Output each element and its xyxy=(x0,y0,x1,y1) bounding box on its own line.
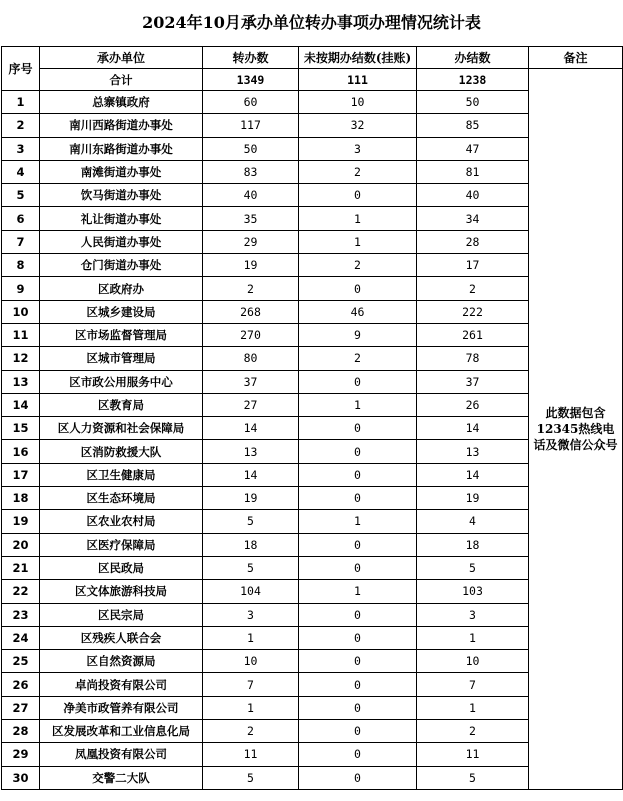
row-overdue: 9 xyxy=(299,323,417,346)
row-transferred: 27 xyxy=(203,393,299,416)
row-transferred: 3 xyxy=(203,603,299,626)
row-unit: 区民政局 xyxy=(40,556,203,579)
row-unit: 净美市政管养有限公司 xyxy=(40,696,203,719)
row-seq: 15 xyxy=(2,417,40,440)
row-completed: 103 xyxy=(417,580,529,603)
row-transferred: 5 xyxy=(203,556,299,579)
row-completed: 37 xyxy=(417,370,529,393)
row-completed: 19 xyxy=(417,487,529,510)
row-overdue: 0 xyxy=(299,277,417,300)
row-completed: 34 xyxy=(417,207,529,230)
row-transferred: 13 xyxy=(203,440,299,463)
row-seq: 16 xyxy=(2,440,40,463)
total-completed: 1238 xyxy=(417,69,529,91)
header-completed: 办结数 xyxy=(417,47,529,69)
page-title: 2024年10月承办单位转办事项办理情况统计表 xyxy=(142,13,481,32)
row-transferred: 14 xyxy=(203,463,299,486)
row-unit: 人民街道办事处 xyxy=(40,230,203,253)
row-unit: 区教育局 xyxy=(40,393,203,416)
row-completed: 85 xyxy=(417,114,529,137)
row-unit: 区城乡建设局 xyxy=(40,300,203,323)
row-seq: 30 xyxy=(2,766,40,789)
row-overdue: 1 xyxy=(299,510,417,533)
row-completed: 17 xyxy=(417,254,529,277)
row-unit: 总寨镇政府 xyxy=(40,91,203,114)
row-completed: 11 xyxy=(417,743,529,766)
row-transferred: 268 xyxy=(203,300,299,323)
row-overdue: 0 xyxy=(299,184,417,207)
row-transferred: 60 xyxy=(203,91,299,114)
row-seq: 14 xyxy=(2,393,40,416)
row-seq: 11 xyxy=(2,323,40,346)
row-completed: 28 xyxy=(417,230,529,253)
row-completed: 81 xyxy=(417,160,529,183)
row-unit: 区人力资源和社会保障局 xyxy=(40,417,203,440)
row-unit: 区民宗局 xyxy=(40,603,203,626)
row-seq: 26 xyxy=(2,673,40,696)
header-overdue: 未按期办结数(挂账) xyxy=(299,47,417,69)
row-overdue: 0 xyxy=(299,673,417,696)
row-transferred: 10 xyxy=(203,650,299,673)
row-completed: 50 xyxy=(417,91,529,114)
row-completed: 2 xyxy=(417,720,529,743)
row-overdue: 2 xyxy=(299,254,417,277)
row-seq: 3 xyxy=(2,137,40,160)
row-seq: 12 xyxy=(2,347,40,370)
row-overdue: 0 xyxy=(299,370,417,393)
row-completed: 78 xyxy=(417,347,529,370)
row-completed: 40 xyxy=(417,184,529,207)
row-unit: 区自然资源局 xyxy=(40,650,203,673)
row-completed: 47 xyxy=(417,137,529,160)
row-unit: 区残疾人联合会 xyxy=(40,626,203,649)
row-transferred: 37 xyxy=(203,370,299,393)
row-completed: 2 xyxy=(417,277,529,300)
header-seq: 序号 xyxy=(2,47,40,91)
row-overdue: 0 xyxy=(299,533,417,556)
row-seq: 2 xyxy=(2,114,40,137)
row-unit: 南川东路街道办事处 xyxy=(40,137,203,160)
row-completed: 13 xyxy=(417,440,529,463)
row-unit: 区生态环境局 xyxy=(40,487,203,510)
row-transferred: 14 xyxy=(203,417,299,440)
row-unit: 区卫生健康局 xyxy=(40,463,203,486)
header-transferred: 转办数 xyxy=(203,47,299,69)
row-overdue: 1 xyxy=(299,230,417,253)
row-overdue: 0 xyxy=(299,556,417,579)
row-seq: 1 xyxy=(2,91,40,114)
row-overdue: 0 xyxy=(299,417,417,440)
row-overdue: 0 xyxy=(299,626,417,649)
row-seq: 4 xyxy=(2,160,40,183)
row-unit: 区农业农村局 xyxy=(40,510,203,533)
row-unit: 凤凰投资有限公司 xyxy=(40,743,203,766)
row-seq: 13 xyxy=(2,370,40,393)
row-overdue: 0 xyxy=(299,650,417,673)
row-completed: 4 xyxy=(417,510,529,533)
row-overdue: 0 xyxy=(299,743,417,766)
row-completed: 14 xyxy=(417,417,529,440)
row-unit: 南滩街道办事处 xyxy=(40,160,203,183)
row-transferred: 50 xyxy=(203,137,299,160)
row-overdue: 32 xyxy=(299,114,417,137)
row-transferred: 1 xyxy=(203,626,299,649)
row-overdue: 0 xyxy=(299,440,417,463)
row-seq: 6 xyxy=(2,207,40,230)
row-seq: 20 xyxy=(2,533,40,556)
row-seq: 18 xyxy=(2,487,40,510)
row-transferred: 5 xyxy=(203,766,299,789)
row-unit: 区市场监督管理局 xyxy=(40,323,203,346)
row-overdue: 0 xyxy=(299,487,417,510)
row-overdue: 0 xyxy=(299,766,417,789)
row-transferred: 19 xyxy=(203,254,299,277)
row-seq: 8 xyxy=(2,254,40,277)
row-unit: 南川西路街道办事处 xyxy=(40,114,203,137)
row-transferred: 2 xyxy=(203,720,299,743)
row-unit: 仓门街道办事处 xyxy=(40,254,203,277)
row-unit: 区消防救援大队 xyxy=(40,440,203,463)
row-seq: 23 xyxy=(2,603,40,626)
row-transferred: 270 xyxy=(203,323,299,346)
row-overdue: 3 xyxy=(299,137,417,160)
row-transferred: 104 xyxy=(203,580,299,603)
row-transferred: 83 xyxy=(203,160,299,183)
row-completed: 26 xyxy=(417,393,529,416)
row-transferred: 18 xyxy=(203,533,299,556)
header-unit: 承办单位 xyxy=(40,47,203,69)
row-overdue: 1 xyxy=(299,580,417,603)
row-seq: 24 xyxy=(2,626,40,649)
row-completed: 5 xyxy=(417,766,529,789)
row-completed: 222 xyxy=(417,300,529,323)
row-overdue: 2 xyxy=(299,347,417,370)
row-completed: 14 xyxy=(417,463,529,486)
row-transferred: 19 xyxy=(203,487,299,510)
row-completed: 3 xyxy=(417,603,529,626)
row-seq: 7 xyxy=(2,230,40,253)
row-overdue: 0 xyxy=(299,696,417,719)
row-transferred: 5 xyxy=(203,510,299,533)
row-unit: 区政府办 xyxy=(40,277,203,300)
row-transferred: 35 xyxy=(203,207,299,230)
row-overdue: 0 xyxy=(299,463,417,486)
row-unit: 饮马街道办事处 xyxy=(40,184,203,207)
row-seq: 19 xyxy=(2,510,40,533)
row-overdue: 10 xyxy=(299,91,417,114)
header-remark: 备注 xyxy=(529,47,623,69)
row-completed: 1 xyxy=(417,696,529,719)
row-completed: 261 xyxy=(417,323,529,346)
total-label: 合计 xyxy=(40,69,203,91)
table-body xyxy=(2,47,623,790)
row-transferred: 7 xyxy=(203,673,299,696)
remark-cell: 此数据包含12345热线电话及微信公众号 xyxy=(529,69,623,790)
row-completed: 5 xyxy=(417,556,529,579)
row-overdue: 46 xyxy=(299,300,417,323)
row-overdue: 2 xyxy=(299,160,417,183)
row-seq: 29 xyxy=(2,743,40,766)
row-seq: 5 xyxy=(2,184,40,207)
row-unit: 交警二大队 xyxy=(40,766,203,789)
row-seq: 9 xyxy=(2,277,40,300)
row-seq: 22 xyxy=(2,580,40,603)
row-transferred: 2 xyxy=(203,277,299,300)
header-row xyxy=(2,47,623,69)
row-unit: 区发展改革和工业信息化局 xyxy=(40,720,203,743)
row-completed: 18 xyxy=(417,533,529,556)
row-overdue: 1 xyxy=(299,393,417,416)
total-row xyxy=(2,69,623,91)
row-seq: 28 xyxy=(2,720,40,743)
row-seq: 17 xyxy=(2,463,40,486)
row-transferred: 11 xyxy=(203,743,299,766)
row-seq: 10 xyxy=(2,300,40,323)
total-overdue: 111 xyxy=(299,69,417,91)
statistics-table xyxy=(1,46,623,790)
row-seq: 21 xyxy=(2,556,40,579)
row-unit: 区医疗保障局 xyxy=(40,533,203,556)
row-completed: 1 xyxy=(417,626,529,649)
row-unit: 区文体旅游科技局 xyxy=(40,580,203,603)
row-completed: 10 xyxy=(417,650,529,673)
row-seq: 27 xyxy=(2,696,40,719)
row-unit: 礼让街道办事处 xyxy=(40,207,203,230)
row-completed: 7 xyxy=(417,673,529,696)
row-overdue: 1 xyxy=(299,207,417,230)
row-unit: 区市政公用服务中心 xyxy=(40,370,203,393)
row-transferred: 117 xyxy=(203,114,299,137)
row-overdue: 0 xyxy=(299,720,417,743)
row-overdue: 0 xyxy=(299,603,417,626)
row-seq: 25 xyxy=(2,650,40,673)
row-unit: 区城市管理局 xyxy=(40,347,203,370)
row-transferred: 1 xyxy=(203,696,299,719)
row-transferred: 29 xyxy=(203,230,299,253)
row-unit: 卓尚投资有限公司 xyxy=(40,673,203,696)
row-transferred: 80 xyxy=(203,347,299,370)
total-transferred: 1349 xyxy=(203,69,299,91)
row-transferred: 40 xyxy=(203,184,299,207)
